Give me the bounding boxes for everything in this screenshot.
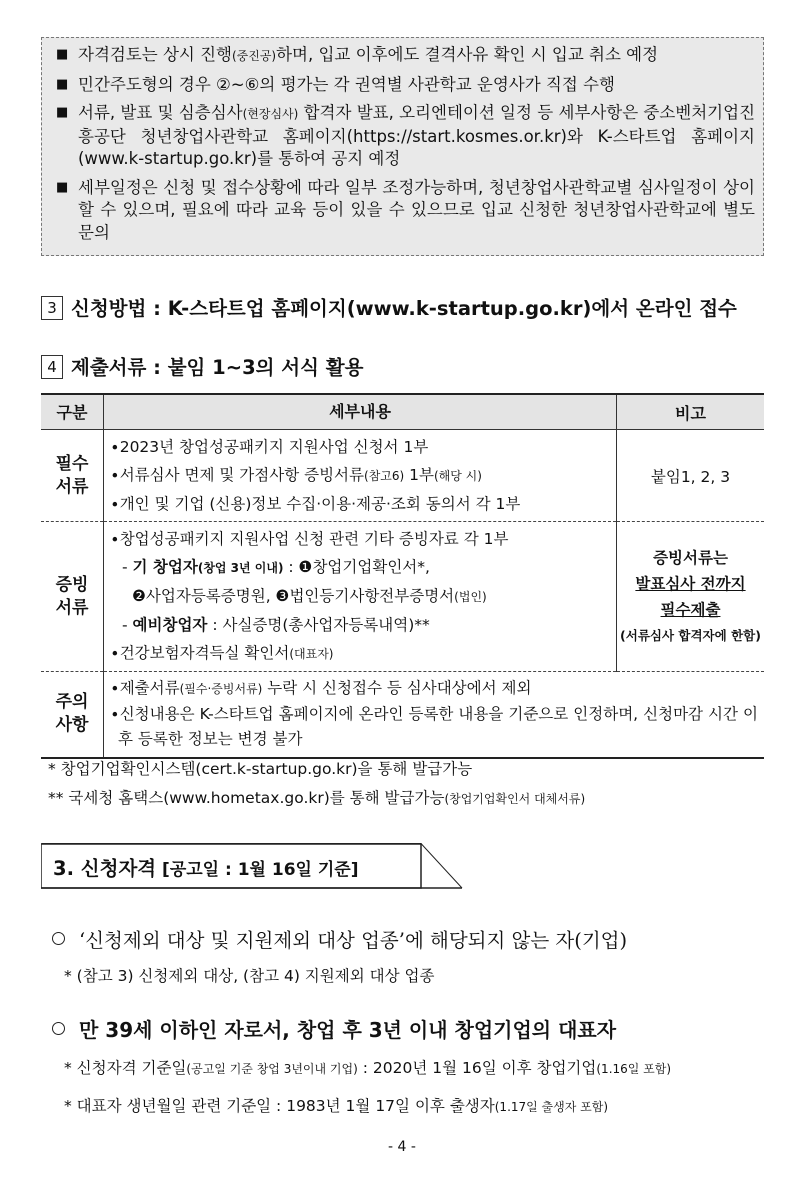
heading-text: 제출서류 : 붙임 1~3의 서식 활용 (71, 356, 364, 379)
circle-bullet-icon (52, 932, 65, 945)
notice-list (54, 44, 755, 244)
criterion-text: 만 39세 이하인 자로서, 창업 후 3년 이내 창업기업의 대표자 (79, 1018, 617, 1042)
detail-text: ∙건강보험자격득실 확인서 (110, 644, 290, 662)
detail-line (110, 582, 610, 611)
detail-line: ∙신청내용은 K-스타트업 홈페이지에 온라인 등록한 내용을 기준으로 인정하며, 신청마감 시간 이후 등록한 정보는 변경 불가 (110, 705, 758, 749)
detail-text: - (122, 558, 133, 576)
circle-bullet-icon (52, 1022, 65, 1035)
notice-small: (중진공) (231, 49, 277, 63)
detail-text: 창업기업확인서*, (312, 558, 430, 576)
detail-line: ∙창업성공패키지 지원사업 신청 관련 기타 증빙자료 각 1부 (110, 530, 509, 548)
criterion-note: * (참고 3) 신청제외 대상, (참고 4) 지원제외 대상 업종 (64, 967, 435, 985)
note-line: 발표심사 전까지 (635, 574, 746, 593)
notice-text: 세부일정은 신청 및 접수상황에 따라 일부 조정가능하며, 청년창업사관학교별 심사일정이 상이할 수 있으며, 필요에 따라 교육 등이 있을 수 있으므로 입교 신청한 청년창업사관학교에 별도 문의 (78, 177, 755, 242)
detail-small: (창업 3년 이내) (197, 561, 284, 575)
detail-text: 누락 시 신청접수 등 심사대상에서 제외 (262, 679, 532, 698)
detail-line (110, 461, 610, 490)
table-row (41, 522, 764, 672)
square-bullet-icon: ■ (56, 76, 69, 92)
note-text: * 대표자 생년월일 관련 기준일 : 1983년 1월 17일 이후 출생자 (64, 1097, 495, 1115)
detail-bold: 기 창업자 (132, 558, 198, 576)
note-line: 필수제출 (660, 600, 721, 619)
criterion-2 (52, 1014, 616, 1043)
section-number: 3 (41, 296, 63, 320)
documents-table (41, 393, 764, 759)
criterion-text: ‘신청제외 대상 및 지원제외 대상 업종’에 해당되지 않는 자(기업) (79, 929, 628, 952)
row-category: 주의 사항 (41, 672, 104, 758)
detail-marker: ❷ (132, 587, 146, 605)
detail-small: (필수‧증빙서류) (179, 682, 263, 697)
detail-text: - (122, 616, 133, 634)
detail-text: 법인등기사항전부증명서 (289, 587, 455, 605)
note-small: (1.16일 포함) (596, 1062, 672, 1076)
footnote-text: ** 국세청 홈택스(www.hometax.go.kr)를 통해 발급가능 (48, 789, 445, 807)
detail-marker: ❶ (298, 558, 313, 576)
notice-item (54, 102, 755, 171)
row-details (104, 672, 765, 758)
detail-line (110, 553, 610, 582)
notice-text: 자격검토는 상시 진행 (78, 45, 232, 64)
notice-item (54, 74, 755, 97)
row-category: 증빙 서류 (41, 522, 104, 672)
documents-heading (41, 352, 363, 380)
footnote-small: (창업기업확인서 대체서류) (444, 792, 586, 806)
note-text: : 2020년 1월 16일 이후 창업기업 (357, 1059, 597, 1077)
column-header: 세부내용 (104, 394, 617, 430)
detail-marker: ❸ (275, 587, 290, 605)
detail-line (110, 611, 610, 639)
row-category: 필수 서류 (41, 430, 104, 522)
detail-bold: 예비창업자 (132, 616, 208, 634)
note-small: (공고일 기준 창업 3년이내 기업) (186, 1062, 358, 1076)
note-line: (서류심사 합격자에 한함) (620, 627, 761, 643)
square-bullet-icon: ■ (56, 105, 69, 120)
detail-text: ∙제출서류 (110, 679, 180, 698)
column-header: 비고 (617, 394, 765, 430)
detail-small: (해당 시) (433, 469, 482, 483)
square-bullet-icon: ■ (56, 47, 69, 62)
notice-text: 합격자 발표, 오리엔테이션 일정 등 세부사항은 중소벤처기업진흥공단 청년창업사관학교 홈페이지(https://start.kosmes.or.kr)와 K-스타트업 홈페이지(www.k-startup.go.kr)를 통하여 공지 예정 (78, 103, 756, 168)
detail-small: (법인) (454, 590, 487, 604)
detail-line (110, 676, 758, 702)
row-note: 붙임1, 2, 3 (617, 430, 765, 522)
detail-text: : (283, 558, 299, 576)
detail-text: ∙서류심사 면제 및 가점사항 증빙서류 (110, 466, 365, 484)
footnote (48, 786, 585, 808)
detail-small: (참고6) (364, 469, 405, 483)
row-note (617, 522, 765, 672)
row-details (104, 430, 617, 522)
criterion-note (64, 1056, 671, 1078)
notice-text: 하며, 입교 이후에도 결격사유 확인 시 입교 취소 예정 (276, 45, 659, 64)
note-text: * 신청자격 기준일 (64, 1059, 187, 1077)
criterion-1 (52, 925, 627, 953)
detail-small: (대표자) (289, 647, 334, 661)
notice-item (54, 44, 755, 68)
square-bullet-icon: ■ (56, 179, 69, 195)
detail-line (110, 639, 610, 668)
notice-text: 서류, 발표 및 심층심사 (78, 103, 243, 122)
page-number: - 4 - (388, 1139, 416, 1155)
note-line: 증빙서류는 (653, 548, 728, 567)
column-header: 구분 (41, 394, 104, 430)
notice-item (54, 177, 755, 245)
table-header-row (41, 394, 764, 430)
criterion-note (64, 1094, 608, 1116)
section-3-main: 3. 신청자격 (53, 857, 157, 880)
note-small: (1.17일 출생자 포함) (494, 1100, 609, 1114)
heading-text: 신청방법 : K-스타트업 홈페이지(www.k-startup.go.kr)에서 온라인 접수 (71, 297, 737, 320)
detail-text: : 사실증명(총사업자등록내역)** (207, 616, 430, 634)
detail-line: ∙개인 및 기업 (신용)정보 수집‧이용‧제공‧조회 동의서 각 1부 (110, 495, 521, 513)
detail-text: 사업자등록증명원, (145, 587, 276, 605)
notice-small: (현장심사) (242, 107, 299, 121)
footnote: * 창업기업확인시스템(cert.k-startup.go.kr)을 통해 발급가능 (48, 760, 473, 778)
row-details (104, 522, 617, 672)
table-row (41, 430, 764, 522)
notice-text: 민간주도형의 경우 ②~⑥의 평가는 각 권역별 사관학교 운영사가 직접 수행 (78, 74, 615, 94)
detail-line: ∙2023년 창업성공패키지 지원사업 신청서 1부 (110, 438, 429, 456)
notice-box (41, 37, 764, 256)
section-number: 4 (41, 355, 63, 379)
section-3-label (53, 853, 359, 881)
section-3-title (41, 843, 463, 889)
section-3-sub: [공고일 : 1월 16일 기준] (156, 860, 359, 880)
apply-method-heading (41, 293, 737, 321)
detail-text: 1부 (404, 466, 434, 484)
table-row (41, 672, 764, 758)
